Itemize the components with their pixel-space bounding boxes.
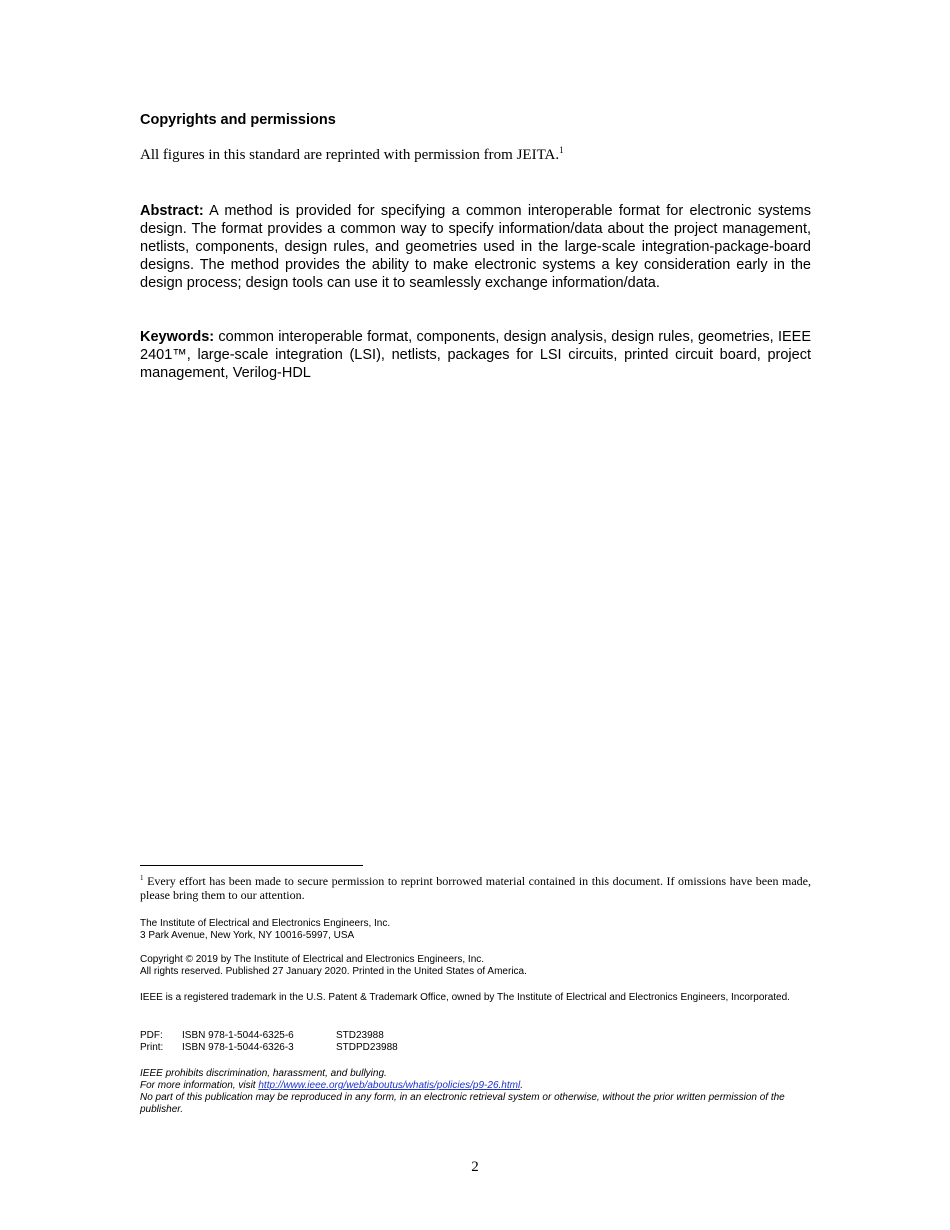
abstract-paragraph [140,202,811,292]
keywords-paragraph [140,328,811,382]
permission-statement [140,147,811,164]
legal-notice [140,1068,811,1116]
abstract-text: A method is provided for specifying a common interoperable format for electronic systems design. The format provides a common way to specify information/data about the project management, netlists, components, design rules, and geometries used in the large-scale integration-package-board designs. The method provides the ability to make electronic systems a key consideration early in the design process; design tools can use it to seamlessly exchange information/data. [140,203,811,291]
copyright-notice [140,954,811,978]
page-number: 2 [471,1159,479,1175]
discrimination-policy: IEEE prohibits discrimination, harassment, and bullying. [140,1068,387,1079]
policy-suffix: . [520,1080,523,1091]
isbn-row-print [140,1042,811,1054]
publisher-street: 3 Park Avenue, New York, NY 10016-5997, USA [140,930,355,941]
footnote-mark: 1 [140,874,144,882]
isbn-list [140,1030,811,1054]
isbn-row-pdf [140,1030,811,1042]
isbn-format-label: PDF: [140,1030,163,1041]
publisher-address [140,918,811,942]
isbn-number: ISBN 978-1-5044-6326-3 [182,1042,294,1053]
policy-link[interactable]: http://www.ieee.org/web/aboutus/whatis/policies/p9-26.html [258,1080,521,1091]
trademark-notice: IEEE is a registered trademark in the U.S. Patent & Trademark Office, owned by The Institute of Electrical and Electronics Engineers, Incorporated. [140,992,790,1003]
footnote-text: Every effort has been made to secure permission to reprint borrowed material contained in this document. If omissions have been made, please bring them to our attention. [140,874,811,902]
copyright-line: Copyright © 2019 by The Institute of Electrical and Electronics Engineers, Inc. [140,954,485,965]
keywords-label: Keywords: [140,329,215,345]
policy-prefix: For more information, visit [140,1080,259,1091]
copyrights-heading: Copyrights and permissions [140,112,336,128]
isbn-code: STD23988 [336,1030,384,1041]
footnote [140,874,811,902]
rights-line: All rights reserved. Published 27 January 2020. Printed in the United States of America. [140,966,527,977]
publisher-name: The Institute of Electrical and Electronics Engineers, Inc. [140,918,391,929]
footnote-reference[interactable]: 1 [559,145,564,155]
isbn-number: ISBN 978-1-5044-6325-6 [182,1030,294,1041]
abstract-label: Abstract: [140,203,204,219]
isbn-code: STDPD23988 [336,1042,398,1053]
reproduction-notice: No part of this publication may be reproduced in any form, in an electronic retrieval system or otherwise, without the prior written permission of the publisher. [140,1092,785,1115]
policy-info-line [140,1080,811,1092]
isbn-format-label: Print: [140,1042,164,1053]
footnote-divider [140,865,363,866]
permission-text: All figures in this standard are reprinted with permission from JEITA. [140,147,560,163]
keywords-text: common interoperable format, components, design analysis, design rules, geometries, IEEE 2401™, large-scale integration (LSI), netlists, packages for LSI circuits, printed circuit board, project management, Verilog-HDL [140,329,811,381]
